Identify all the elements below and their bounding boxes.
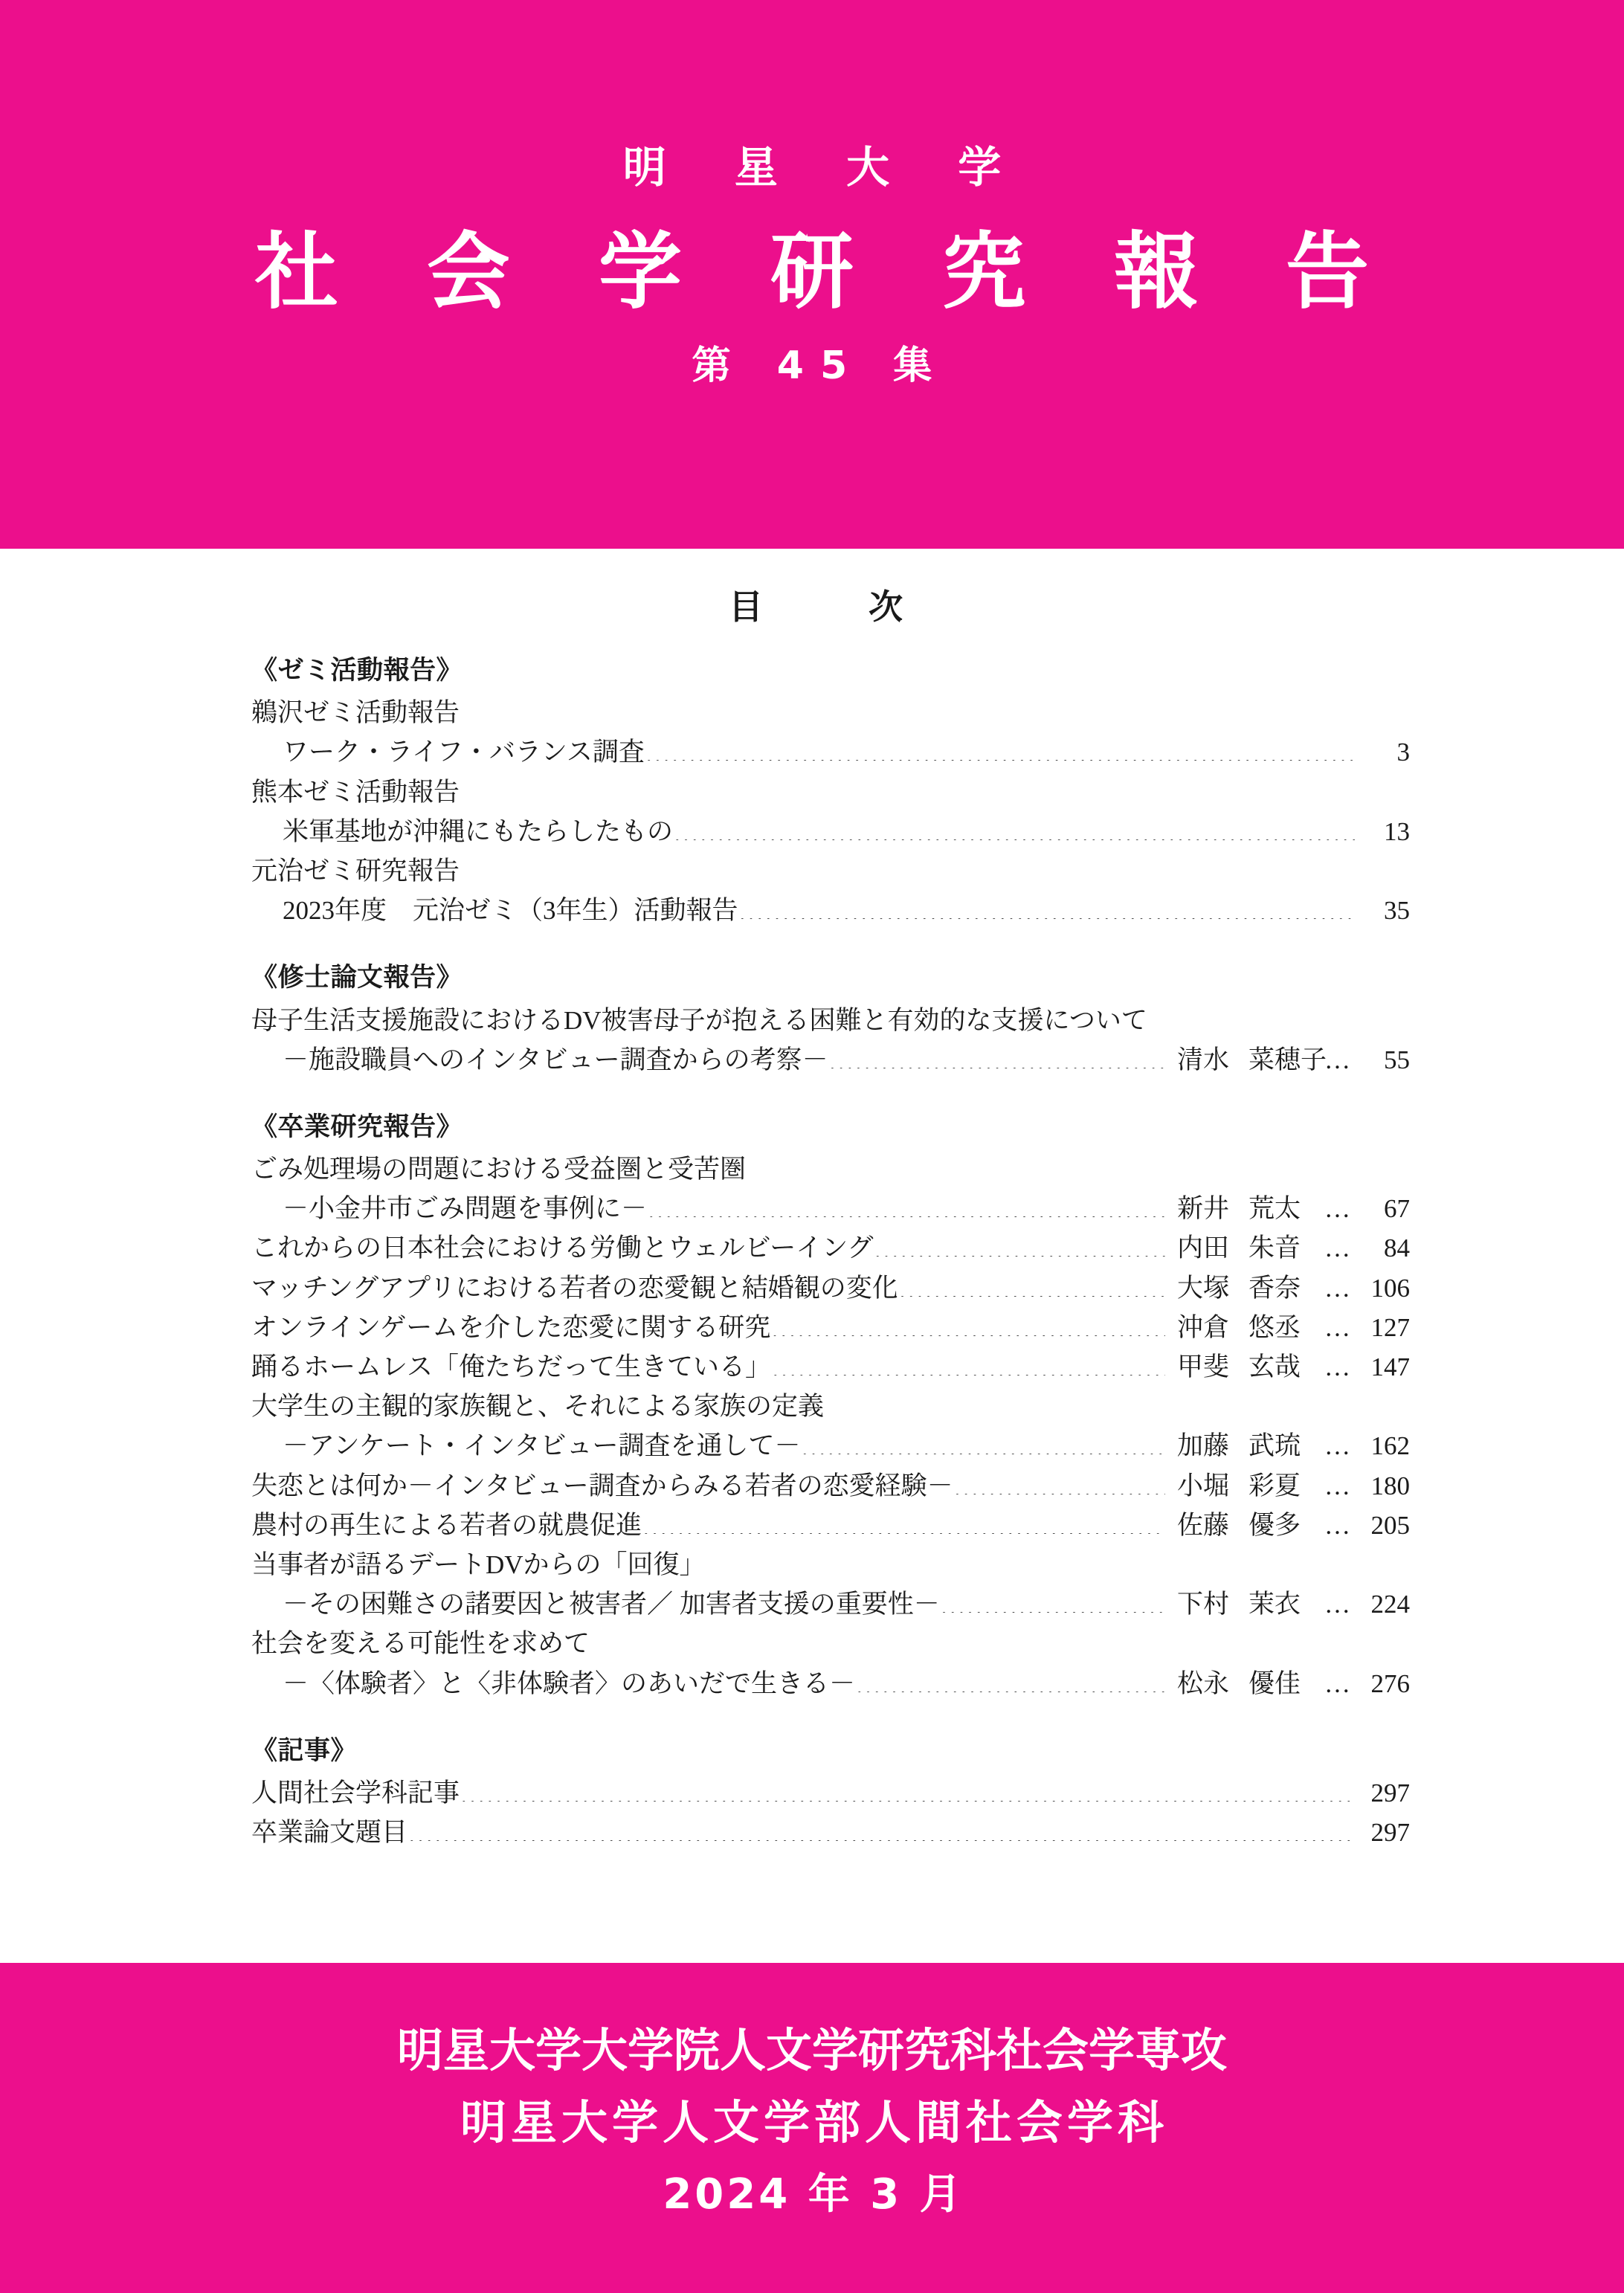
volume-number: 第 45 集 bbox=[692, 343, 949, 388]
toc-title-line[interactable]: 鵜沢ゼミ活動報告 bbox=[251, 698, 460, 728]
toc-entry[interactable] bbox=[251, 1773, 1410, 1813]
toc-entry-author bbox=[1165, 1040, 1327, 1080]
toc-entry-author bbox=[1165, 1347, 1320, 1387]
toc-entry-page-number: 276 bbox=[1370, 1668, 1410, 1698]
toc-entry[interactable] bbox=[251, 1347, 1410, 1387]
toc-entry-page-number: 13 bbox=[1384, 816, 1410, 846]
cover-header-band bbox=[0, 0, 1624, 549]
toc-entry[interactable] bbox=[251, 812, 1410, 851]
toc-entry[interactable] bbox=[251, 891, 1410, 930]
toc-entry-author bbox=[1165, 1426, 1320, 1465]
toc-entry-author bbox=[1165, 1308, 1320, 1347]
toc-leader-dots bbox=[953, 1468, 1165, 1494]
toc-leader-dots bbox=[801, 1428, 1165, 1454]
toc-entry-title: －その困難さの諸要因と被害者／ 加害者支援の重要性－ bbox=[283, 1590, 940, 1619]
author-given-name: 香奈 bbox=[1248, 1273, 1301, 1303]
toc-entry-page-number: 205 bbox=[1370, 1510, 1410, 1540]
toc-entry-page-number: 297 bbox=[1370, 1818, 1410, 1848]
toc-entry[interactable] bbox=[251, 1664, 1410, 1703]
toc-section-heading: 《修士論文報告》 bbox=[251, 963, 463, 993]
toc-entry-separator-dots: … bbox=[1324, 1471, 1350, 1500]
toc-entry-page-number: 55 bbox=[1384, 1045, 1410, 1074]
toc-entry-author bbox=[1165, 1664, 1320, 1703]
toc-entry[interactable] bbox=[251, 1040, 1410, 1080]
toc-title-line[interactable]: 大学生の主観的家族観と、それによる家族の定義 bbox=[251, 1392, 825, 1422]
toc-entry-page-number: 3 bbox=[1396, 738, 1410, 767]
author-given-name: 玄哉 bbox=[1248, 1352, 1301, 1381]
toc-entry-title: 2023年度 元治ゼミ（3年生）活動報告 bbox=[283, 896, 738, 926]
author-given-name: 朱音 bbox=[1248, 1233, 1301, 1263]
author-given-name: 武琉 bbox=[1248, 1431, 1301, 1461]
author-given-name: 優多 bbox=[1248, 1510, 1301, 1540]
toc-entry-title: 農村の再生による若者の就農促進 bbox=[251, 1510, 642, 1540]
toc-heading: 目 次 bbox=[729, 587, 938, 627]
toc-leader-dots bbox=[460, 1776, 1355, 1802]
toc-entry-page-number: 162 bbox=[1370, 1431, 1410, 1461]
toc-entry[interactable] bbox=[251, 1228, 1410, 1268]
toc-leader-dots bbox=[647, 1191, 1165, 1217]
author-given-name: 悠丞 bbox=[1248, 1312, 1301, 1342]
toc-entry-page-number: 180 bbox=[1370, 1471, 1410, 1500]
author-surname: 下村 bbox=[1177, 1590, 1230, 1619]
table-of-contents bbox=[0, 549, 1624, 1963]
toc-entry-page-number: 84 bbox=[1384, 1233, 1410, 1263]
university-name: 明 星 大 学 bbox=[622, 142, 1028, 193]
toc-entry-author bbox=[1165, 1506, 1320, 1545]
toc-title-line[interactable]: 元治ゼミ研究報告 bbox=[251, 856, 460, 886]
author-surname: 新井 bbox=[1177, 1194, 1230, 1224]
toc-leader-dots bbox=[828, 1042, 1165, 1068]
journal-title: 社 会 学 研 究 報 告 bbox=[255, 224, 1399, 320]
toc-entry[interactable] bbox=[251, 732, 1410, 772]
toc-entry-author bbox=[1165, 1466, 1320, 1506]
toc-entry-separator-dots: … bbox=[1324, 1045, 1350, 1074]
publisher-graduate-school: 明星大学大学院人文学研究科社会学専攻 bbox=[396, 2023, 1227, 2077]
toc-entry-title: 踊るホームレス「俺たちだって生きている」 bbox=[251, 1352, 771, 1381]
toc-entry[interactable] bbox=[251, 1268, 1410, 1308]
toc-entry-page-number: 127 bbox=[1370, 1312, 1410, 1342]
author-surname: 松永 bbox=[1177, 1668, 1230, 1698]
toc-entry-title: マッチングアプリにおける若者の恋愛観と結婚観の変化 bbox=[251, 1273, 898, 1303]
toc-entry-page-number: 147 bbox=[1370, 1352, 1410, 1381]
toc-entry-title: －施設職員へのインタビュー調査からの考察－ bbox=[283, 1045, 828, 1074]
toc-entry-title: －〈体験者〉と〈非体験者〉のあいだで生きる－ bbox=[283, 1668, 856, 1698]
toc-leader-dots bbox=[738, 893, 1355, 919]
toc-section bbox=[251, 958, 1410, 1080]
toc-leader-dots bbox=[898, 1271, 1165, 1297]
toc-entry-page-number: 224 bbox=[1370, 1590, 1410, 1619]
toc-section bbox=[251, 1732, 1410, 1853]
toc-section bbox=[251, 651, 1410, 930]
toc-leader-dots bbox=[645, 735, 1355, 761]
toc-title-line[interactable]: 熊本ゼミ活動報告 bbox=[251, 777, 460, 807]
toc-title-line[interactable]: 母子生活支援施設におけるDV被害母子が抱える困難と有効的な支援について bbox=[251, 1005, 1147, 1035]
toc-leader-dots bbox=[642, 1508, 1165, 1534]
author-surname: 沖倉 bbox=[1177, 1312, 1230, 1342]
toc-leader-dots bbox=[940, 1587, 1165, 1613]
toc-title-line[interactable]: ごみ処理場の問題における受益圏と受苦圏 bbox=[251, 1155, 747, 1184]
toc-entry[interactable] bbox=[251, 1426, 1410, 1465]
toc-leader-dots bbox=[407, 1815, 1355, 1841]
author-surname: 甲斐 bbox=[1177, 1352, 1230, 1381]
author-surname: 加藤 bbox=[1177, 1431, 1230, 1461]
author-surname: 小堀 bbox=[1177, 1471, 1230, 1500]
toc-entry-title: 米軍基地が沖縄にもたらしたもの bbox=[283, 816, 674, 846]
toc-leader-dots bbox=[770, 1310, 1165, 1336]
toc-entry[interactable] bbox=[251, 1189, 1410, 1228]
author-surname: 内田 bbox=[1177, 1233, 1230, 1263]
publication-date: 2024 年 3 月 bbox=[663, 2170, 964, 2219]
toc-leader-dots bbox=[673, 814, 1355, 840]
author-given-name: 菜穂子 bbox=[1248, 1045, 1327, 1074]
toc-entry[interactable] bbox=[251, 1584, 1410, 1624]
toc-entry-separator-dots: … bbox=[1324, 1273, 1350, 1303]
toc-entry-page-number: 297 bbox=[1370, 1778, 1410, 1807]
toc-entry-separator-dots: … bbox=[1324, 1431, 1350, 1461]
author-given-name: 優佳 bbox=[1248, 1668, 1301, 1698]
toc-sections-container bbox=[0, 629, 1624, 1852]
author-given-name: 荒太 bbox=[1248, 1194, 1301, 1224]
toc-entry-page-number: 67 bbox=[1384, 1194, 1410, 1224]
toc-entry-author bbox=[1165, 1228, 1320, 1268]
toc-section-heading: 《ゼミ活動報告》 bbox=[251, 656, 463, 686]
toc-entry-page-number: 35 bbox=[1384, 896, 1410, 926]
toc-entry-separator-dots: … bbox=[1324, 1233, 1350, 1263]
toc-leader-dots bbox=[771, 1349, 1165, 1376]
toc-entry-title: 人間社会学科記事 bbox=[251, 1778, 460, 1807]
toc-entry-separator-dots: … bbox=[1324, 1312, 1350, 1342]
author-given-name: 彩夏 bbox=[1248, 1471, 1301, 1500]
toc-section-heading: 《記事》 bbox=[251, 1735, 358, 1766]
toc-entry-separator-dots: … bbox=[1324, 1668, 1350, 1698]
toc-entry-author bbox=[1165, 1268, 1320, 1308]
cover-footer-band bbox=[0, 1963, 1624, 2293]
toc-leader-dots bbox=[874, 1231, 1165, 1257]
toc-title-line[interactable]: 当事者が語るデートDVからの「回復」 bbox=[251, 1549, 706, 1579]
toc-entry-separator-dots: … bbox=[1324, 1510, 1350, 1540]
toc-title-line[interactable]: 社会を変える可能性を求めて bbox=[251, 1629, 590, 1659]
toc-entry-separator-dots: … bbox=[1324, 1352, 1350, 1381]
author-surname: 大塚 bbox=[1177, 1273, 1230, 1303]
toc-entry-title: これからの日本社会における労働とウェルビーイング bbox=[251, 1233, 874, 1263]
publisher-department: 明星大学人文学部人間社会学科 bbox=[460, 2095, 1168, 2150]
toc-section bbox=[251, 1108, 1410, 1703]
toc-entry[interactable] bbox=[251, 1466, 1410, 1506]
toc-leader-dots bbox=[855, 1666, 1165, 1692]
toc-entry-author bbox=[1165, 1584, 1320, 1624]
toc-entry-title: －小金井市ごみ問題を事例に－ bbox=[283, 1194, 648, 1224]
toc-section-heading: 《卒業研究報告》 bbox=[251, 1112, 463, 1142]
toc-entry-author bbox=[1165, 1189, 1320, 1228]
toc-entry-separator-dots: … bbox=[1324, 1590, 1350, 1619]
toc-entry-title: オンラインゲームを介した恋愛に関する研究 bbox=[251, 1312, 771, 1342]
toc-entry-title: －アンケート・インタビュー調査を通して－ bbox=[283, 1431, 801, 1461]
toc-entry-title: 卒業論文題目 bbox=[251, 1818, 408, 1848]
toc-entry[interactable] bbox=[251, 1308, 1410, 1347]
toc-entry-separator-dots: … bbox=[1324, 1194, 1350, 1224]
author-surname: 佐藤 bbox=[1177, 1510, 1230, 1540]
author-given-name: 茉衣 bbox=[1248, 1590, 1301, 1619]
toc-entry-title: 失恋とは何か－インタビュー調査からみる若者の恋愛経験－ bbox=[251, 1471, 953, 1500]
toc-entry-page-number: 106 bbox=[1370, 1273, 1410, 1303]
toc-entry-title: ワーク・ライフ・バランス調査 bbox=[283, 738, 645, 767]
toc-entry[interactable] bbox=[251, 1813, 1410, 1852]
toc-entry[interactable] bbox=[251, 1506, 1410, 1545]
author-surname: 清水 bbox=[1177, 1045, 1230, 1074]
